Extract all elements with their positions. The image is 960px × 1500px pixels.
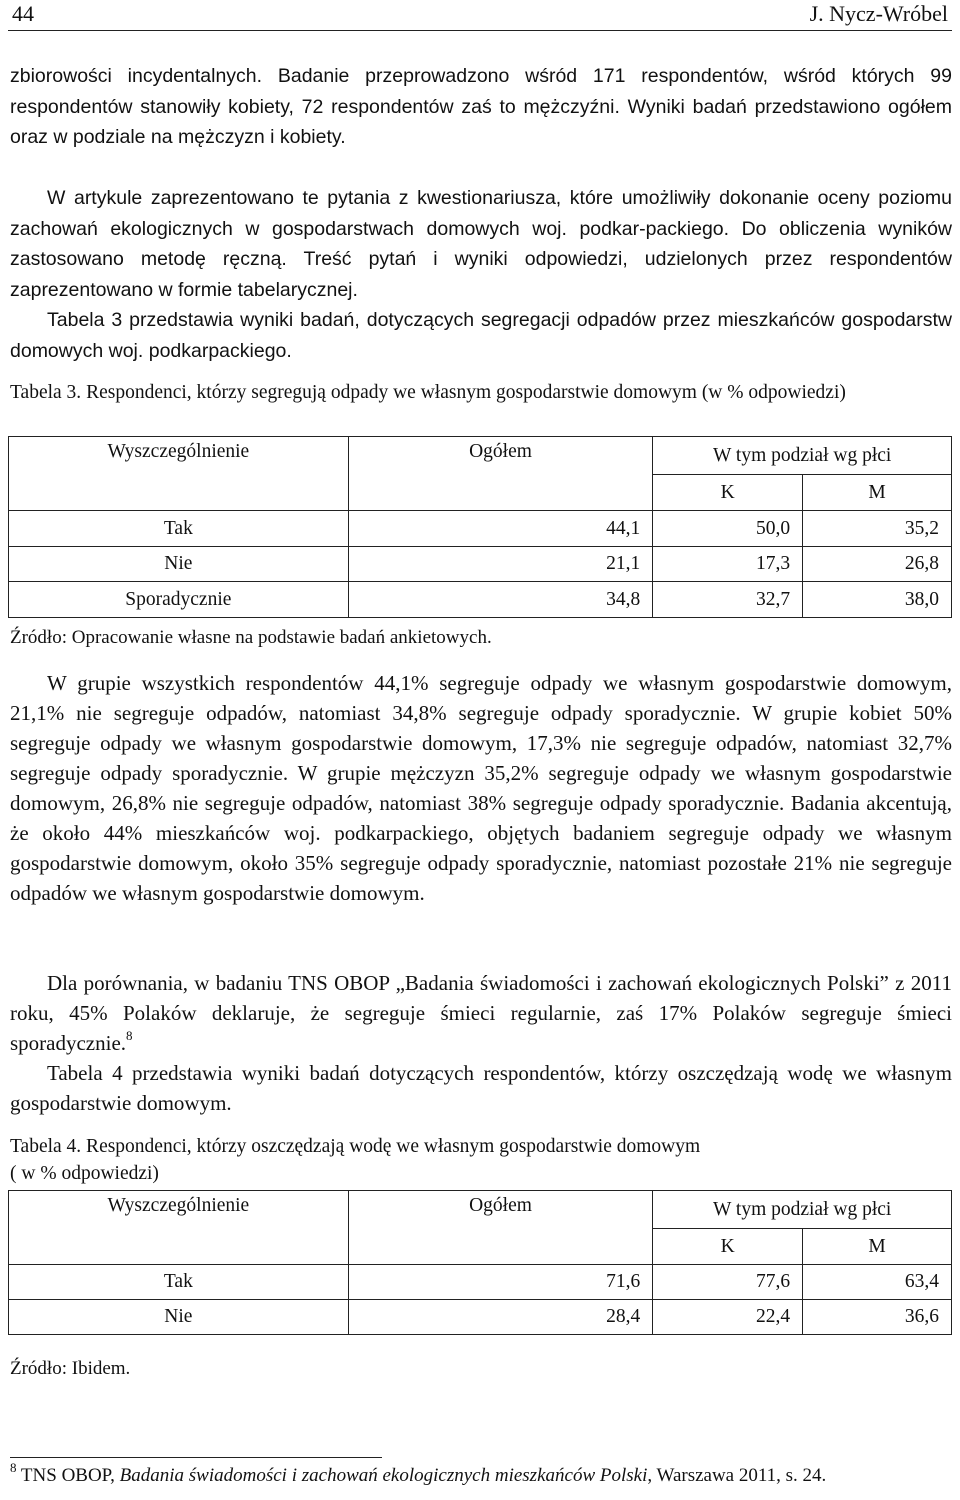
cell-m: 35,2 — [803, 511, 952, 547]
body-paragraph-3: Tabela 4 przedstawia wyniki badań dotyczących respondentów, którzy oszczędzają wodę we własnym gospodarstwie domowym. — [10, 1061, 952, 1115]
table-3-caption — [10, 379, 952, 406]
table-3-header-split: W tym podział wg płci — [653, 437, 952, 475]
table-4 — [8, 1190, 952, 1335]
cell-total: 71,6 — [348, 1265, 653, 1300]
table-3 — [8, 436, 952, 618]
cell-k: 50,0 — [653, 511, 803, 547]
intro-paragraph-1: zbiorowości incydentalnych. Badanie przeprowadzono wśród 171 respondentów, wśród których 99 respondentów stanowiły kobiety, 72 respondentów zaś to mężczyźni. Wyniki badań przedstawiono ogółem oraz w podziale na mężczyzn i kobiety. — [10, 65, 952, 148]
table-row — [9, 1265, 952, 1300]
cell-m: 26,8 — [803, 547, 952, 582]
cell-k: 77,6 — [653, 1265, 803, 1300]
footnote-text-after: , Warszawa 2011, s. 24. — [647, 1465, 827, 1486]
table-3-header-total: Ogółem — [348, 437, 653, 511]
intro-paragraph-3: Tabela 3 przedstawia wyniki badań, dotyczących segregacji odpadów przez mieszkańców gospodarstw domowych woj. podkarpackiego. — [10, 309, 952, 362]
cell-total: 34,8 — [348, 582, 653, 618]
cell-k: 17,3 — [653, 547, 803, 582]
row-label: Tak — [9, 1265, 349, 1300]
table-row — [9, 582, 952, 618]
footnote-number: 8 — [10, 1459, 17, 1475]
row-label: Nie — [9, 1300, 349, 1335]
table-row — [9, 511, 952, 547]
table-4-header-k: K — [653, 1229, 803, 1265]
running-head-author: J. Nycz-Wróbel — [809, 1, 948, 26]
row-label: Nie — [9, 547, 349, 582]
table-4-header-item: Wyszczególnienie — [9, 1191, 349, 1265]
cell-total: 21,1 — [348, 547, 653, 582]
page-header — [8, 0, 952, 31]
cell-k: 32,7 — [653, 582, 803, 618]
footnote — [10, 1459, 952, 1488]
table-4-caption-line-1: Tabela 4. Respondenci, którzy oszczędzają wodę we własnym gospodarstwie domowym — [10, 1136, 701, 1157]
intro-paragraph-2: W artykule zaprezentowano te pytania z kwestionariusza, które umożliwiły dokonanie oceny poziomu zachowań ekologicznych w gospodarstwach domowych woj. podkar-packiego. Do obliczenia wyników zastosowano metodę ręczną. Treść pytań i wyniki odpowiedzi, udzielonych przez respondentów zaprezentowano w formie tabelarycznej. — [10, 187, 952, 301]
footnote-separator — [10, 1457, 382, 1458]
table-3-header-m: M — [803, 475, 952, 511]
body-paragraph-1: W grupie wszystkich respondentów 44,1% segreguje odpady we własnym gospodarstwie domowym, 21,1% nie segreguje odpadów, natomiast 34,8% segreguje odpady sporadycznie. W grupie kobiet 50% segreguje odpady we własnym gospodarstwie domowym, 17,3% nie segreguje odpadów, natomiast 32,7% segreguje odpady sporadycznie. W grupie mężczyzn 35,2% segreguje odpady we własnym gospodarstwie domowym, 26,8% nie segreguje odpadów, natomiast 38% segreguje odpady sporadycznie. Badania akcentują, że około 44% mieszkańców woj. podkarpackiego, objętych badaniem segreguje odpady we własnym gospodarstwie domowym, około 35% segreguje odpady sporadycznie, natomiast pozostałe 21% nie segreguje odpadów we własnym gospodarstwie domowym. — [10, 671, 952, 905]
footnote-text-before: TNS OBOP, — [20, 1465, 115, 1486]
footnote-reference: 8 — [126, 1028, 133, 1043]
cell-k: 22,4 — [653, 1300, 803, 1335]
footnote-title: Badania świadomości i zachowań ekologicznych mieszkańców Polski — [119, 1465, 648, 1486]
table-4-header-split: W tym podział wg płci — [653, 1191, 952, 1229]
table-row — [9, 547, 952, 582]
cell-total: 44,1 — [348, 511, 653, 547]
table-4-header-total: Ogółem — [348, 1191, 653, 1265]
row-label: Tak — [9, 511, 349, 547]
body-paragraph-2-text: Dla porównania, w badaniu TNS OBOP „Badania świadomości i zachowań ekologicznych Polski” z 2011 roku, 45% Polaków deklaruje, że segreguje śmieci regularnie, zaś 17% Polaków segreguje śmieci sporadycznie. — [10, 971, 952, 1055]
row-label: Sporadycznie — [9, 582, 349, 618]
table-row — [9, 1300, 952, 1335]
table-4-header-m: M — [803, 1229, 952, 1265]
cell-total: 28,4 — [348, 1300, 653, 1335]
page-number: 44 — [12, 1, 34, 26]
table-3-caption-text: Respondenci, którzy segregują odpady we własnym gospodarstwie domowym (w % odpowiedzi) — [86, 382, 846, 403]
cell-m: 36,6 — [803, 1300, 952, 1335]
table-4-caption — [10, 1133, 952, 1187]
table-4-caption-line-2: ( w % odpowiedzi) — [10, 1163, 159, 1184]
table-3-header-item: Wyszczególnienie — [9, 437, 349, 511]
cell-m: 38,0 — [803, 582, 952, 618]
table-3-header-k: K — [653, 475, 803, 511]
table-3-caption-label: Tabela 3. — [10, 382, 82, 403]
table-3-source: Źródło: Opracowanie własne na podstawie badań ankietowych. — [10, 627, 492, 648]
cell-m: 63,4 — [803, 1265, 952, 1300]
table-4-source: Źródło: Ibidem. — [10, 1358, 131, 1379]
body-paragraph-2 — [10, 968, 952, 1058]
